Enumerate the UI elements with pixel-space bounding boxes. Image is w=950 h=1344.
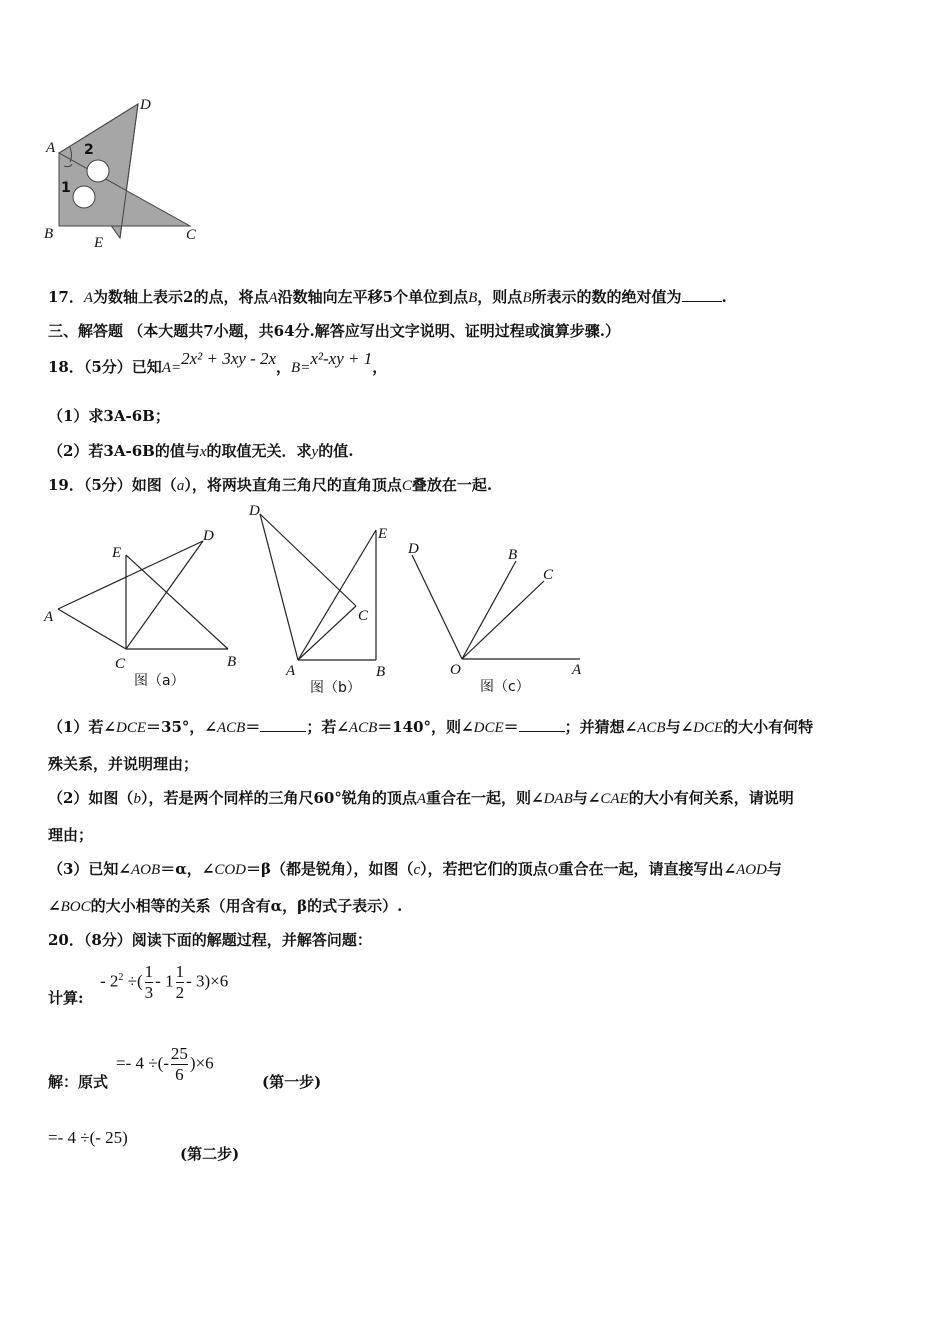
svg-text:D: D: [249, 503, 260, 519]
angle-2: 2: [84, 142, 94, 158]
answer-blank[interactable]: [682, 287, 722, 302]
question-19-part-1: （1）若∠DCE＝35°，∠ACB＝ ；若∠ACB＝140°，则∠DCE＝ ；并猜想∠ACB与∠DCE的大小有何特: [48, 718, 814, 736]
figure-19-a: [40, 525, 250, 693]
figure-19-c: [400, 535, 590, 695]
svg-text:A: A: [572, 662, 582, 678]
figure-16: [40, 92, 210, 252]
question-19-part-3-cont: ∠BOC的大小相等的关系（用含有α，β的式子表示）.: [48, 897, 403, 915]
question-18: 18．（5分）已知A=2x² + 3xy - 2x，B=x²-xy + 1，: [48, 349, 388, 376]
svg-text:O: O: [450, 662, 461, 678]
svg-text:D: D: [408, 541, 419, 557]
svg-text:E: E: [112, 545, 122, 561]
label-B: B: [44, 226, 54, 242]
svg-text:C: C: [115, 656, 126, 672]
angle-1: 1: [61, 180, 71, 196]
step-1-label: (第一步): [262, 1073, 322, 1091]
step-2-expression: =- 4 ÷(- 25): [48, 1128, 128, 1147]
calc-expression: - $2^2$ ÷( $\frac{1}{3}$ - 1 $\frac{1}{2}$ - 3)×6: [100, 962, 229, 1002]
label-E: E: [94, 235, 104, 251]
answer-blank-acb[interactable]: [260, 717, 306, 732]
question-20: 20．（8分）阅读下面的解题过程，并解答问题：: [48, 931, 372, 949]
caption-a: 图（a）: [134, 673, 185, 689]
figure-19-b: [240, 500, 410, 700]
svg-text:D: D: [203, 528, 214, 544]
section-heading: 三、解答题 （本大题共7小题，共64分.解答应写出文字说明、证明过程或演算步骤.）: [48, 322, 620, 340]
svg-text:B: B: [376, 664, 386, 680]
step-1-expression: =- 4 ÷(- $\frac{25}{6}$ )×6: [116, 1044, 214, 1084]
svg-text:C: C: [358, 608, 369, 624]
question-19-part-2: （2）如图（b），若是两个同样的三角尺60°锐角的顶点A重合在一起，则∠DAB与∠CAE的大小有何关系，请说明: [48, 789, 794, 807]
expression-b: x²-xy + 1: [310, 349, 373, 368]
question-19-part-3: （3）已知∠AOB＝α，∠COD＝β（都是锐角），如图（c），若把它们的顶点O重合在一起，请直接写出∠AOD与: [48, 860, 782, 878]
question-19: 19．（5分）如图（a），将两块直角三角尺的直角顶点C叠放在一起.: [48, 476, 493, 494]
expression-a: 2x² + 3xy - 2x: [181, 349, 277, 368]
calc-label: 计算:: [48, 989, 84, 1007]
step-2-label: (第二步): [180, 1145, 240, 1163]
label-D: D: [140, 97, 151, 113]
svg-text:B: B: [227, 654, 237, 670]
solution-label: 解：原式: [48, 1073, 109, 1091]
svg-text:C: C: [543, 567, 554, 583]
caption-b: 图（b）: [310, 680, 361, 696]
label-C: C: [186, 227, 197, 243]
svg-text:E: E: [378, 526, 388, 542]
question-17: 17．A为数轴上表示2的点，将点A沿数轴向左平移5个单位到点B，则点B所表示的数的绝对值为 .: [48, 288, 727, 306]
svg-text:B: B: [508, 547, 518, 563]
svg-text:A: A: [286, 663, 296, 679]
answer-blank-dce[interactable]: [519, 717, 565, 732]
label-A: A: [46, 140, 56, 156]
question-18-part-2: （2）若3A-6B的值与x的取值无关．求y的值.: [48, 442, 354, 460]
question-18-part-1: （1）求3A-6B；: [48, 407, 170, 425]
question-19-part-2-cont: 理由；: [48, 826, 94, 844]
question-19-part-1-cont: 殊关系，并说明理由；: [48, 755, 199, 773]
svg-text:A: A: [44, 609, 54, 625]
caption-c: 图（c）: [480, 679, 530, 695]
